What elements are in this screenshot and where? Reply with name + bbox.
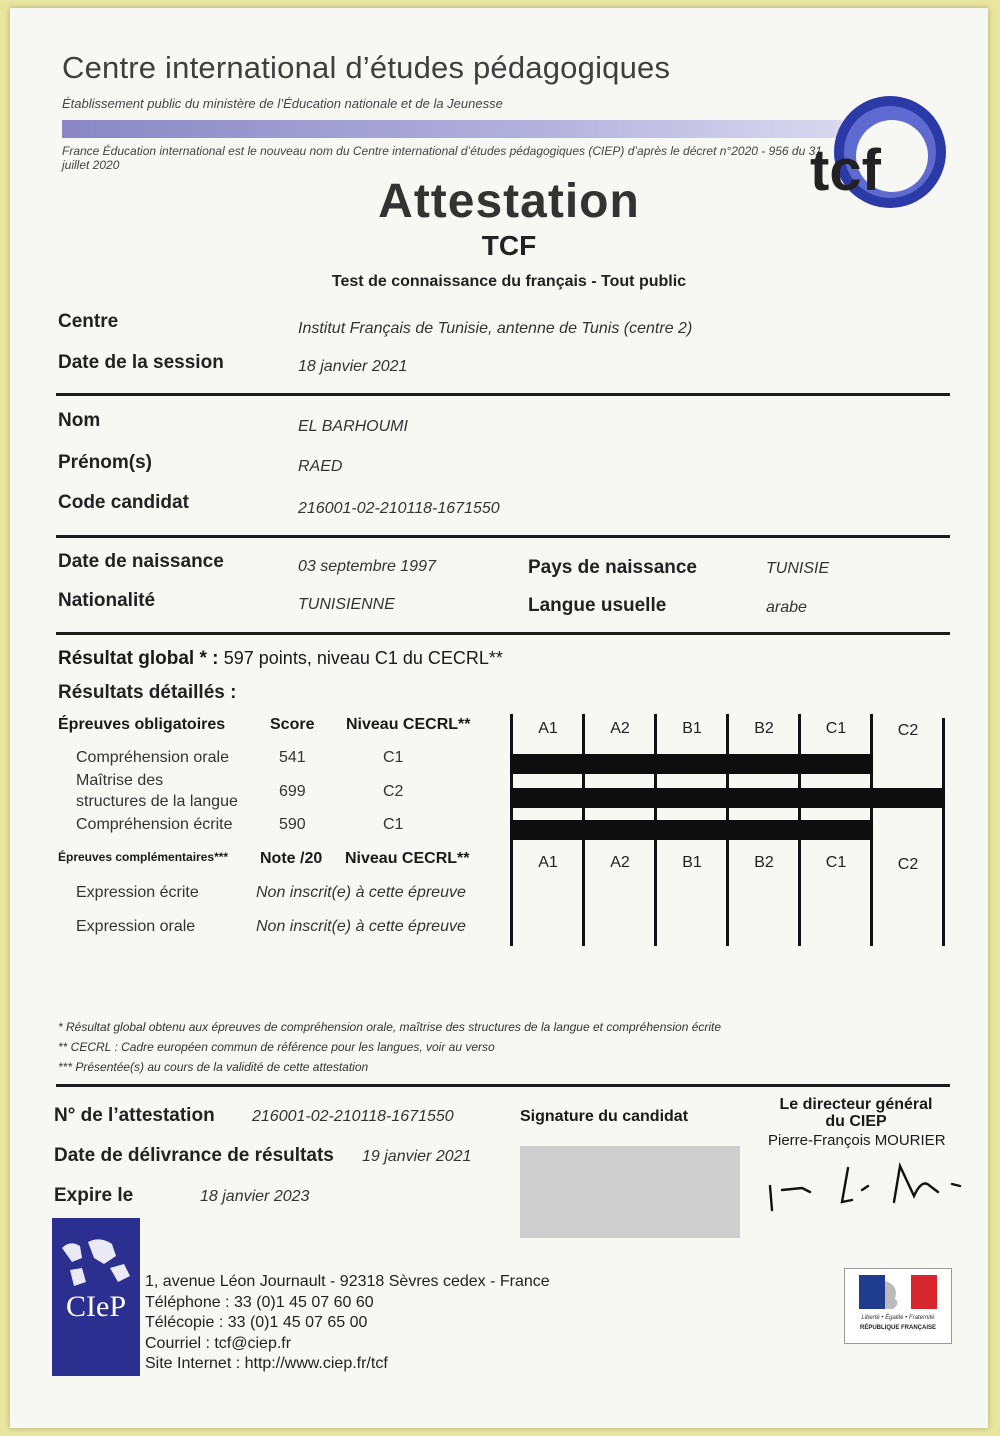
exam-level: C2: [383, 783, 404, 800]
website[interactable]: Site Internet : http://www.ciep.fr/tcf: [145, 1355, 388, 1372]
note-header: Note /20: [260, 850, 323, 867]
exam-name: structures de la langue: [76, 793, 238, 810]
birth-date-label: Date de naissance: [58, 551, 224, 572]
centre-label: Centre: [58, 311, 119, 332]
expiry-label: Expire le: [54, 1185, 134, 1206]
exam-name: Expression orale: [76, 918, 196, 935]
nom-value: EL BARHOUMI: [298, 418, 408, 435]
exam-score: 590: [279, 816, 306, 833]
level-header-label: A2: [610, 854, 630, 871]
global-result: [58, 648, 503, 670]
level-grid: [510, 714, 950, 946]
birth-country-label: Pays de naissance: [528, 557, 697, 578]
org-name: Centre international d’études pédagogiques: [62, 50, 671, 85]
rf-name: RÉPUBLIQUE FRANÇAISE: [859, 1325, 936, 1331]
level-bar: [510, 820, 873, 840]
language-value: arabe: [766, 599, 807, 616]
global-result-label: Résultat global * :: [58, 648, 219, 669]
level-header-label: C2: [897, 722, 919, 739]
exam-score: 699: [279, 783, 306, 800]
level-header-label: C1: [825, 854, 847, 871]
delivery-date-value: 19 janvier 2021: [362, 1148, 472, 1165]
level-header-label: B2: [754, 854, 774, 871]
document-title: Attestation: [378, 175, 640, 228]
level-header-label: B1: [682, 720, 702, 737]
phone: Téléphone : 33 (0)1 45 07 60 60: [145, 1293, 374, 1311]
candidate-signature-box: [520, 1146, 740, 1238]
level-header-label: B2: [754, 720, 774, 737]
contact-block: [145, 1272, 550, 1375]
republique-francaise-logo: [844, 1268, 952, 1344]
director-signature: [762, 1156, 972, 1214]
header-band: [62, 120, 842, 138]
footnote: ** CECRL : Cadre européen commun de référence pour les langues, voir au verso: [58, 1040, 495, 1054]
divider: [56, 535, 950, 538]
exam-name: Compréhension orale: [76, 749, 229, 766]
exam-name: Expression écrite: [76, 884, 199, 901]
director-title: [766, 1096, 946, 1130]
level-header-label: A1: [538, 854, 558, 871]
divider: [56, 393, 950, 396]
candidate-signature-label: Signature du candidat: [520, 1108, 689, 1125]
footnote: * Résultat global obtenu aux épreuves de compréhension orale, maîtrise des structures de la langue et compréhension écrite: [58, 1020, 722, 1034]
birth-country-value: TUNISIE: [766, 560, 830, 577]
exam-name: Maîtrise des: [76, 772, 164, 789]
level-grid-line: [942, 718, 945, 946]
language-label: Langue usuelle: [528, 595, 667, 616]
level-header-label: A1: [538, 720, 558, 737]
expiry-value: 18 janvier 2023: [200, 1188, 310, 1205]
exam-level: C1: [383, 816, 404, 833]
test-name: Test de connaissance du français - Tout public: [331, 273, 687, 290]
prenom-label: Prénom(s): [58, 452, 152, 473]
nationality-value: TUNISIENNE: [298, 596, 395, 613]
mandatory-header: Épreuves obligatoires: [58, 716, 226, 733]
fei-note: France Éducation international est le nouveau nom du Centre international d’études pédagogiques (CIEP) d’après le décret n°2020 - 956 du 31 juillet 2020: [62, 144, 822, 172]
attestation-sheet: [10, 8, 988, 1428]
attestation-number-value: 216001-02-210118-1671550: [252, 1108, 454, 1125]
divider: [56, 1084, 950, 1087]
email[interactable]: Courriel : tcf@ciep.fr: [145, 1334, 292, 1352]
code-label: Code candidat: [58, 492, 189, 513]
prenom-value: RAED: [298, 458, 343, 475]
director-title-line: Le directeur général: [779, 1096, 933, 1113]
ciep-logo-text: CIeP: [66, 1290, 126, 1323]
level-header-label: A2: [610, 720, 630, 737]
exam-score: 541: [279, 749, 306, 766]
fax: Télécopie : 33 (0)1 45 07 65 00: [145, 1314, 368, 1331]
level-bar: [510, 788, 945, 808]
nom-label: Nom: [58, 410, 101, 431]
global-result-value: 597 points, niveau C1 du CECRL**: [223, 648, 503, 668]
level-header-label: B1: [682, 854, 702, 871]
delivery-date-label: Date de délivrance de résultats: [54, 1145, 334, 1166]
org-subtitle: Établissement public du ministère de l’Éducation nationale et de la Jeunesse: [62, 96, 503, 111]
marianne-icon: [845, 1269, 951, 1315]
attestation-number-label: N° de l’attestation: [54, 1105, 215, 1126]
ciep-logo: [52, 1218, 140, 1376]
nationality-label: Nationalité: [58, 590, 156, 611]
level-bar: [510, 754, 873, 774]
code-value: 216001-02-210118-1671550: [298, 500, 500, 517]
director-name: Pierre-François MOURIER: [768, 1132, 946, 1149]
address: 1, avenue Léon Journault - 92318 Sèvres cedex - France: [145, 1273, 550, 1290]
birth-date-value: 03 septembre 1997: [298, 558, 436, 575]
session-date-label: Date de la session: [58, 352, 224, 373]
exam-level: C1: [383, 749, 404, 766]
exam-status: Non inscrit(e) à cette épreuve: [256, 884, 466, 901]
exam-status: Non inscrit(e) à cette épreuve: [256, 918, 466, 935]
footnote: *** Présentée(s) au cours de la validité de cette attestation: [58, 1060, 369, 1074]
exam-name: Compréhension écrite: [76, 816, 233, 833]
level-header: Niveau CECRL**: [346, 716, 471, 733]
level-header: Niveau CECRL**: [345, 850, 470, 867]
rf-motto: Liberté • Égalité • Fraternité: [861, 1315, 935, 1321]
detailed-results-label: Résultats détaillés :: [58, 682, 237, 703]
document-subtitle: TCF: [481, 230, 537, 261]
level-header-label: C1: [825, 720, 847, 737]
complementary-header: Épreuves complémentaires***: [58, 850, 229, 864]
director-title-line: du CIEP: [825, 1113, 887, 1130]
score-header: Score: [270, 716, 315, 733]
tcf-logo-text: tcf: [810, 138, 881, 203]
centre-value: Institut Français de Tunisie, antenne de Tunis (centre 2): [298, 320, 693, 337]
level-header-label: C2: [897, 856, 919, 873]
divider: [56, 632, 950, 635]
session-date-value: 18 janvier 2021: [298, 358, 408, 375]
